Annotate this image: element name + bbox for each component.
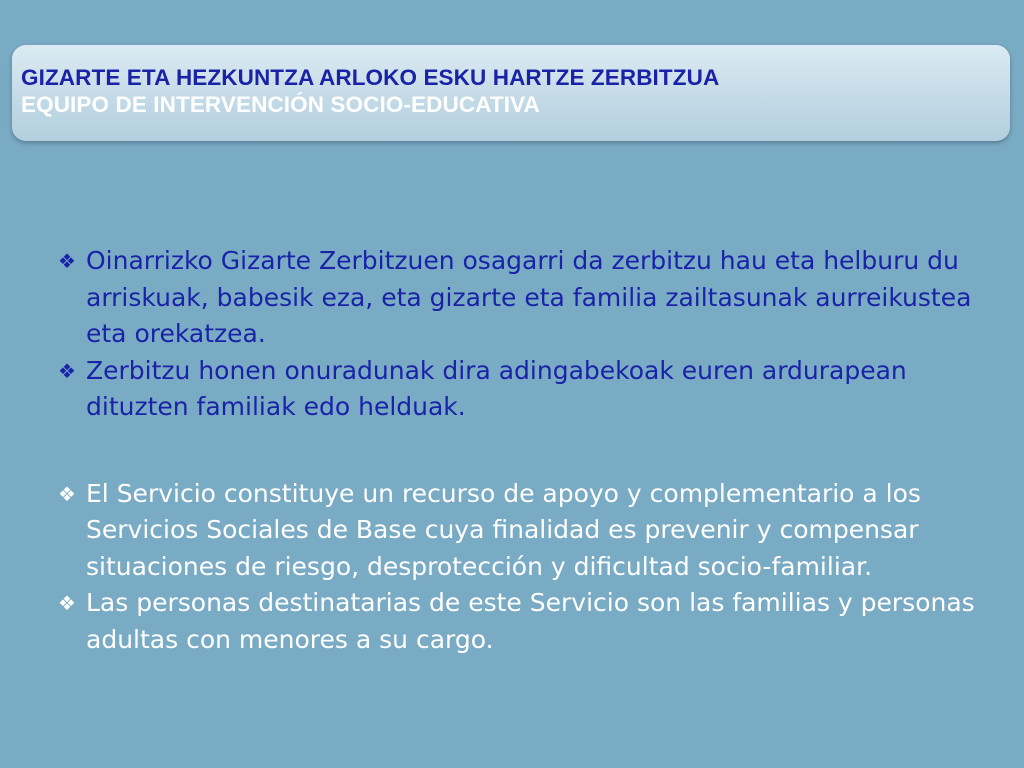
- title-basque: GIZARTE ETA HEZKUNTZA ARLOKO ESKU HARTZE ZERBITZUA: [21, 65, 720, 90]
- diamond-bullet-icon: ❖: [58, 358, 76, 383]
- bullet-item-spanish-1: [58, 476, 1008, 586]
- diamond-bullet-icon: ❖: [58, 481, 76, 506]
- title-banner: [12, 45, 1010, 141]
- bullet-text: El Servicio constituye un recurso de apoyo y complementario a los Servicios Sociales de Base cuya finalidad es prevenir y compensar situaciones de riesgo, desprotección y dificultad socio-familiar.: [86, 478, 921, 581]
- bullet-text: Las personas destinatarias de este Servicio son las familias y personas adultas con menores a su cargo.: [86, 588, 975, 654]
- section-spacer: [58, 426, 1008, 476]
- bullet-item-spanish-2: [58, 585, 1008, 658]
- bullet-item-basque-2: [58, 353, 1008, 426]
- diamond-bullet-icon: ❖: [58, 249, 76, 273]
- diamond-bullet-icon: ❖: [58, 591, 76, 615]
- bullet-list: [58, 243, 1008, 658]
- bullet-text: Zerbitzu honen onuradunak dira adingabekoak euren ardurapean dituzten familiak edo helduak.: [86, 355, 907, 421]
- bullet-text: Oinarrizko Gizarte Zerbitzuen osagarri da zerbitzu hau eta helburu du arriskuak, babesik eza, eta gizarte eta familia zailtasunak aurreikustea eta orekatzea.: [86, 246, 972, 348]
- bullet-item-basque-1: [58, 243, 1008, 353]
- title-spanish: EQUIPO DE INTERVENCIÓN SOCIO-EDUCATIVA: [21, 92, 540, 117]
